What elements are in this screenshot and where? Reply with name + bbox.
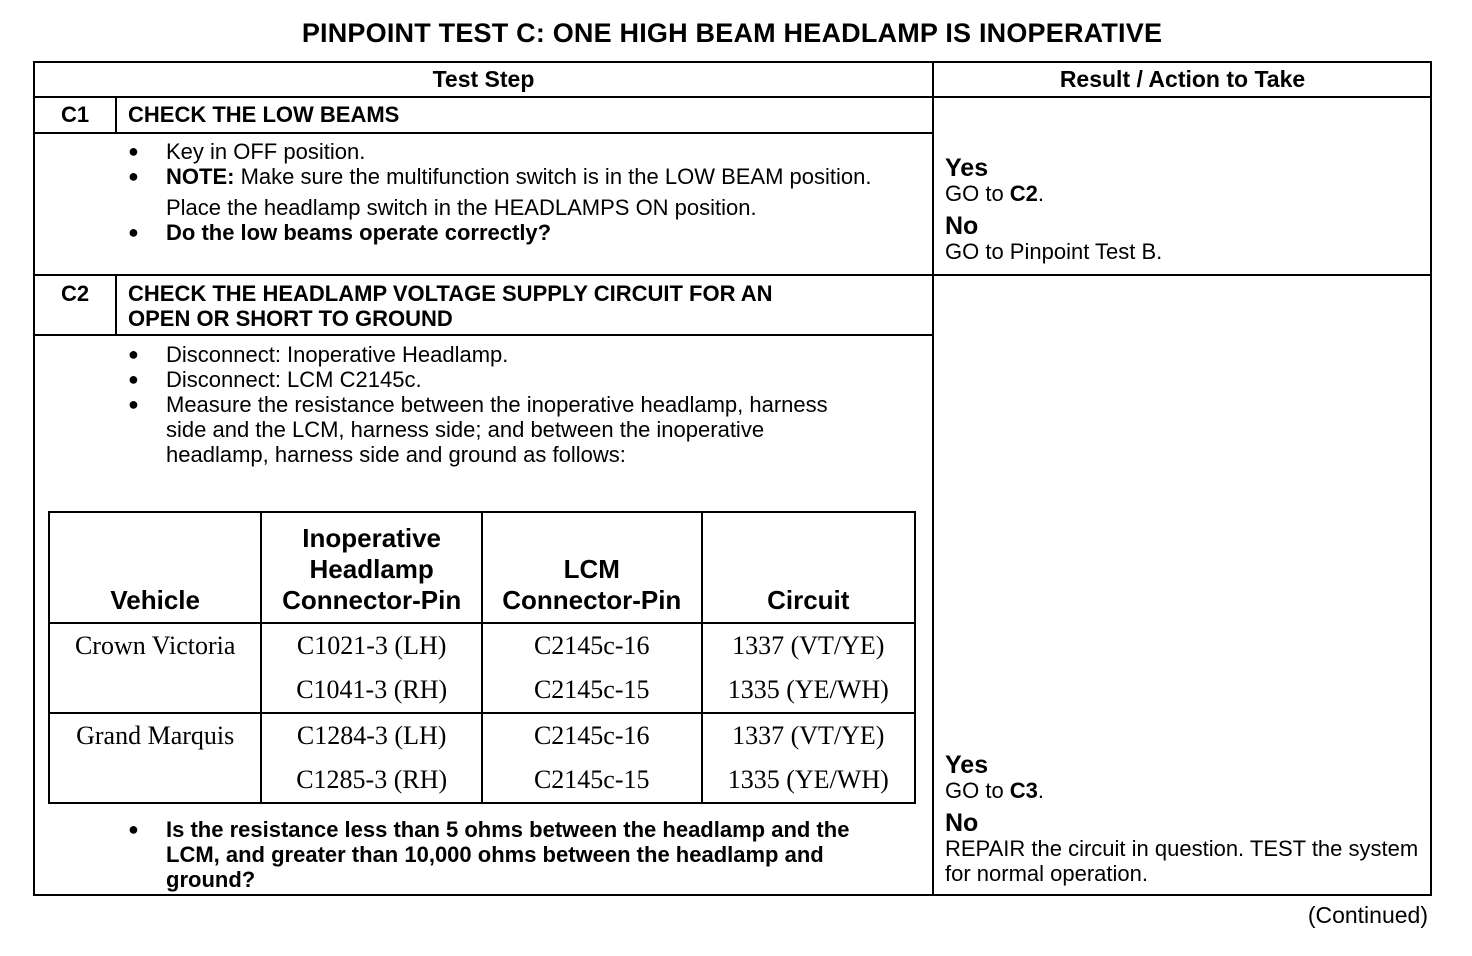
step-title-c1: CHECK THE LOW BEAMS [128,102,400,127]
circuit-cell: 1337 (VT/YE) 1335 (YE/WH) [702,623,915,713]
list-item: ● Disconnect: Inoperative Headlamp. [128,342,509,367]
header-test-step: Test Step [432,66,535,92]
c2-title-divider [33,334,933,336]
step-id-c2: C2 [60,281,90,306]
list-item: ● Key in OFF position. [128,139,366,164]
table-header-row [49,512,915,623]
yes-label: Yes [945,751,989,779]
circuit-cell: 1337 (VT/YE) 1335 (YE/WH) [702,713,915,803]
header-result: Result / Action to Take [1059,66,1306,92]
list-item: ● Measure the resistance between the inoperative headlamp, harness side and the LCM, harness side; and between the inoperative headlamp, harness side and ground as follows: [128,392,828,467]
c2-question [128,817,886,892]
lcm-pin-cell: C2145c-16 C2145c-15 [482,713,702,803]
table-row [49,623,915,713]
header-divider [33,96,1432,98]
column-header-vehicle: Vehicle [49,512,261,623]
c2-result: Yes GO to C3. No REPAIR the circuit in question. TEST the system for normal operation. [945,753,1425,886]
c1-title-divider [33,132,933,134]
no-label: No [945,809,979,837]
c2-instructions [128,342,866,467]
list-item: ● Do the low beams operate correctly? [128,220,552,245]
vehicle-cell: Crown Victoria [49,623,261,713]
table-row [49,713,915,803]
connector-pin-table [48,511,916,804]
column-header-circuit: Circuit [702,512,915,623]
column-header-lcm-pin: LCM Connector-Pin [482,512,702,623]
no-label: No [945,212,979,240]
c1-c2-divider [33,274,1432,276]
continued-note: (Continued) [1307,902,1428,928]
column-header-headlamp-pin: Inoperative Headlamp Connector-Pin [261,512,482,623]
list-item: Place the headlamp switch in the HEADLAMPS ON position. [166,195,757,220]
step-id-divider-c2 [115,274,117,336]
column-divider [932,61,934,896]
lcm-pin-cell: C2145c-16 C2145c-15 [482,623,702,713]
step-title-c2: CHECK THE HEADLAMP VOLTAGE SUPPLY CIRCUIT FOR AN OPEN OR SHORT TO GROUND [128,281,773,331]
step-id-divider-c1 [115,96,117,134]
list-item: ● Is the resistance less than 5 ohms between the headlamp and the LCM, and greater than 10,000 ohms between the headlamp and ground? [128,817,850,892]
headlamp-pin-cell: C1021-3 (LH) C1041-3 (RH) [261,623,482,713]
headlamp-pin-cell: C1284-3 (LH) C1285-3 (RH) [261,713,482,803]
yes-label: Yes [945,154,989,182]
c1-instructions [128,139,906,245]
vehicle-cell: Grand Marquis [49,713,261,803]
list-item: ● Disconnect: LCM C2145c. [128,367,422,392]
page-title: PINPOINT TEST C: ONE HIGH BEAM HEADLAMP IS INOPERATIVE [301,18,1163,48]
c1-result: Yes GO to C2. No GO to Pinpoint Test B. [945,156,1425,264]
list-item: ● NOTE: Make sure the multifunction switch is in the LOW BEAM position. [128,164,872,189]
step-id-c1: C1 [60,102,90,127]
